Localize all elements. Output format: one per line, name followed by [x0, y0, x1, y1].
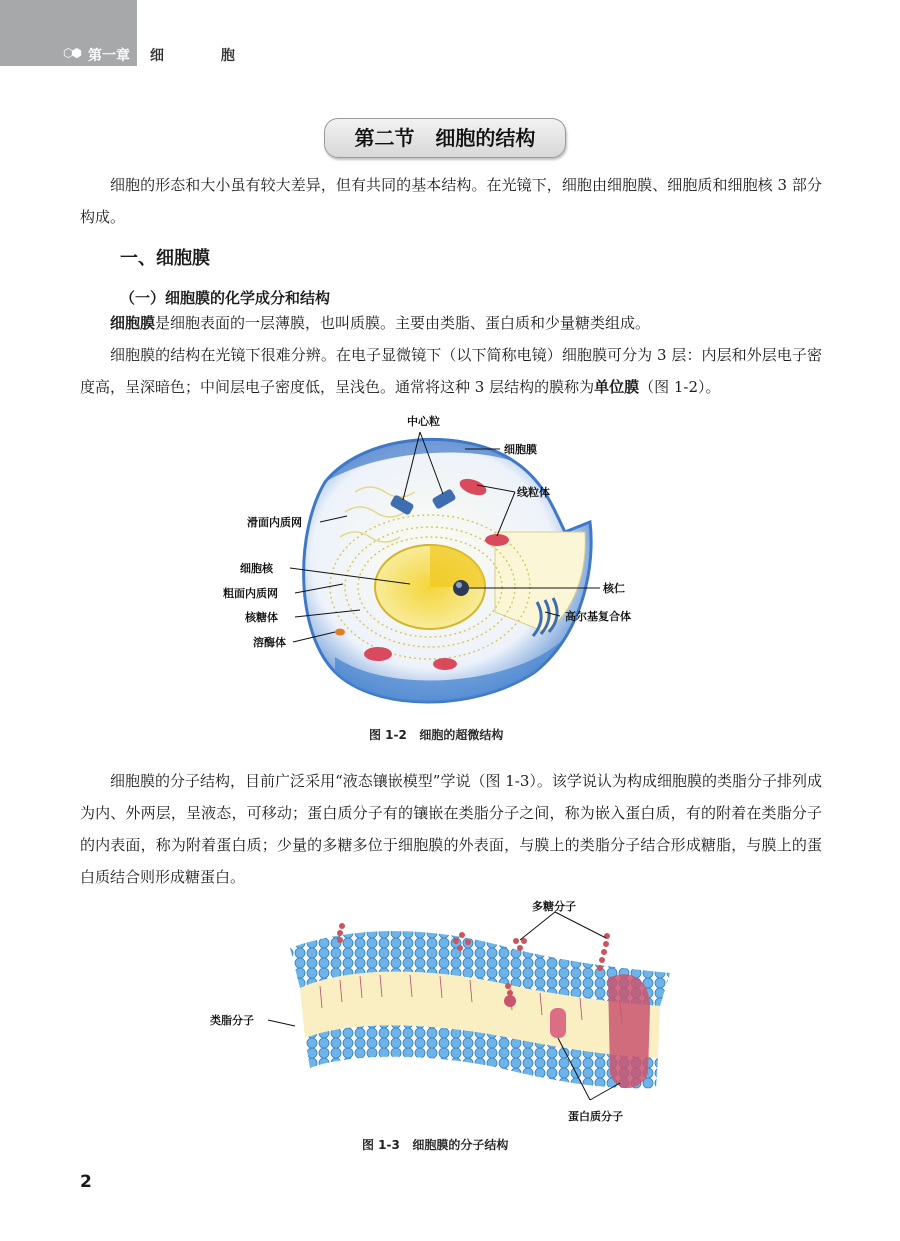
- term-unit-membrane: 单位膜: [594, 378, 640, 396]
- label-lysosome: 溶酶体: [253, 636, 286, 649]
- nucleolus-highlight: [456, 582, 462, 588]
- label-protein: 蛋白质分子: [568, 1110, 623, 1123]
- membrane-definition-text: 是细胞表面的一层薄膜，也叫质膜。主要由类脂、蛋白质和少量糖类组成。: [155, 314, 651, 332]
- section-title-box: [324, 118, 566, 158]
- label-centriole: 中心粒: [407, 415, 440, 428]
- membrane-structure-figure: [210, 898, 690, 1130]
- page-number: 2: [80, 1172, 92, 1192]
- hexagon-icon: ⬡⬢: [63, 46, 80, 60]
- section-title: 第二节 细胞的结构: [354, 126, 536, 150]
- label-rough-er: 粗面内质网: [223, 587, 278, 600]
- label-cell-membrane: 细胞膜: [504, 443, 537, 456]
- label-ribosome: 核糖体: [245, 611, 278, 624]
- intro-paragraph: 细胞的形态和大小虽有较大差异，但有共同的基本结构。在光镜下，细胞由细胞膜、细胞质和细胞核 3 部分构成。: [80, 176, 822, 226]
- label-polysaccharide: 多糖分子: [532, 900, 576, 913]
- label-nucleus: 细胞核: [240, 562, 273, 575]
- chapter-number: 第一章: [88, 48, 130, 64]
- cell-ultrastructure-figure: [215, 412, 685, 722]
- chapter-title: 细 胞: [150, 48, 261, 64]
- membrane-definition-paragraph: [80, 307, 822, 339]
- term-cell-membrane: 细胞膜: [110, 314, 156, 332]
- label-mitochondria: 线粒体: [517, 486, 550, 499]
- attached-protein: [504, 995, 516, 1007]
- label-lipid: 类脂分子: [210, 1014, 254, 1027]
- large-protein: [608, 974, 650, 1088]
- heading-chemical-composition: （一）细胞膜的化学成分和结构: [120, 289, 331, 307]
- nucleolus-shape: [453, 580, 469, 596]
- membrane-structure-text: 细胞膜的结构在光镜下很难分辨。在电子显微镜下（以下简称电镜）细胞膜可分为 3 层：内层和外层电子密度高，呈深暗色；中间层电子密度低，呈浅色。通常将这种 3 层结构的膜称为: [80, 346, 822, 396]
- label-nucleolus: 核仁: [603, 582, 625, 595]
- small-protein: [550, 1008, 566, 1038]
- label-golgi: 高尔基复合体: [565, 610, 631, 623]
- figure-1-2-caption: 图 1-2 细胞的超微结构: [369, 728, 504, 742]
- label-smooth-er: 滑面内质网: [247, 516, 302, 529]
- heading-cell-membrane: 一、细胞膜: [120, 248, 210, 269]
- figure-1-3-caption: 图 1-3 细胞膜的分子结构: [362, 1138, 509, 1152]
- lysosome-shape: [335, 629, 345, 636]
- molecular-structure-paragraph: 细胞膜的分子结构，目前广泛采用“液态镶嵌模型”学说（图 1-3）。该学说认为构成细胞膜的类脂分子排列成为内、外两层，呈液态，可移动；蛋白质分子有的镶嵌在类脂分子之间，称为嵌入蛋白质，有的附着在类脂分子的内表面，称为附着蛋白质；少量的多糖多位于细胞膜的外表面，与膜上的类脂分子结合形成糖脂，与膜上的蛋白质结合则形成糖蛋白。: [80, 772, 822, 886]
- membrane-structure-paragraph: [80, 339, 822, 403]
- membrane-structure-tail: （图 1-2）。: [639, 378, 721, 396]
